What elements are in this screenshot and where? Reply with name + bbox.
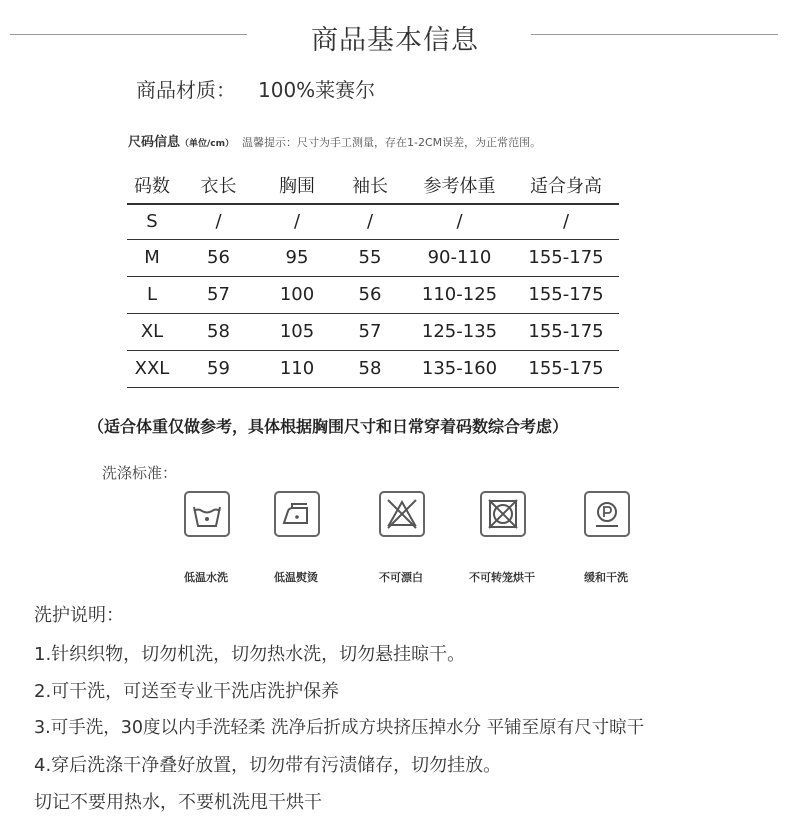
table-cell: 58 [177, 313, 260, 350]
header-divider-right [531, 34, 778, 35]
table-cell: 56 [177, 239, 260, 276]
no-tumble-dry-icon [480, 491, 526, 537]
table-cell: 55 [334, 239, 406, 276]
wash-standard-title: 洗涤标准： [102, 464, 178, 482]
no-bleach-icon [379, 491, 425, 537]
column-header-size: 码数 [127, 167, 177, 204]
care-label: 低温水洗 [184, 571, 228, 584]
table-cell: 95 [260, 239, 334, 276]
table-row [127, 313, 619, 350]
care-label: 低温熨烫 [274, 571, 318, 584]
table-cell: 155-175 [513, 313, 619, 350]
table-cell: 57 [334, 313, 406, 350]
table-cell: 155-175 [513, 276, 619, 313]
material-info [136, 74, 375, 103]
table-cell: / [177, 204, 260, 239]
table-cell: 57 [177, 276, 260, 313]
material-label: 商品材质： [136, 78, 236, 102]
table-cell: XL [127, 313, 177, 350]
care-instruction-line: 4.穿后洗涤干净叠好放置，切勿带有污渍储存，切勿挂放。 [34, 755, 502, 776]
table-cell: 110-125 [406, 276, 513, 313]
table-cell: 56 [334, 276, 406, 313]
care-symbols [0, 491, 790, 591]
material-value: 100%莱赛尔 [258, 78, 376, 102]
care-instruction-line: 切记不要用热水，不要机洗甩干烘干 [34, 792, 322, 813]
column-header-sleeve: 袖长 [334, 167, 406, 204]
size-info-unit: （单位/cm） [180, 139, 235, 149]
size-info-title: 尺码信息 [128, 135, 181, 150]
gentle-dry-clean-icon [584, 491, 630, 537]
table-row [127, 239, 619, 276]
size-table [127, 167, 619, 388]
table-cell: 105 [260, 313, 334, 350]
care-instructions-title: 洗护说明： [34, 605, 124, 626]
size-info-note [128, 131, 541, 150]
care-instruction-line: 3.可手洗，30度以内手洗轻柔 洗净后折成方块挤压掉水分 平铺至原有尺寸晾干 [34, 718, 645, 738]
care-label: 不可转笼烘干 [469, 571, 535, 584]
table-cell: / [260, 204, 334, 239]
size-info-tip: 温馨提示：尺寸为手工测量，存在1-2CM误差，为正常范围。 [242, 136, 542, 149]
table-cell: 90-110 [406, 239, 513, 276]
wash-low-temp-icon [184, 491, 230, 537]
table-cell: 125-135 [406, 313, 513, 350]
table-cell: / [334, 204, 406, 239]
care-label: 不可漂白 [379, 571, 423, 584]
table-cell: 58 [334, 350, 406, 387]
iron-low-temp-icon [274, 491, 320, 537]
table-cell: 110 [260, 350, 334, 387]
table-cell: M [127, 239, 177, 276]
table-cell: 100 [260, 276, 334, 313]
table-cell: XXL [127, 350, 177, 387]
table-cell: / [406, 204, 513, 239]
table-cell: 155-175 [513, 239, 619, 276]
table-row [127, 350, 619, 387]
care-instruction-line: 1.针织织物，切勿机洗，切勿热水洗，切勿悬挂晾干。 [34, 644, 466, 665]
table-cell: S [127, 204, 177, 239]
page-title: 商品基本信息 [311, 25, 479, 56]
column-header-weight: 参考体重 [406, 167, 513, 204]
care-label: 缓和干洗 [584, 571, 628, 584]
table-row [127, 204, 619, 239]
size-remark: （适合体重仅做参考，具体根据胸围尺寸和日常穿着码数综合考虑） [88, 417, 569, 436]
table-cell: 155-175 [513, 350, 619, 387]
table-row [127, 276, 619, 313]
table-cell: 135-160 [406, 350, 513, 387]
section-header [0, 12, 790, 58]
column-header-length: 衣长 [177, 167, 260, 204]
column-header-height: 适合身高 [513, 167, 619, 204]
size-table-header-row [127, 167, 619, 204]
care-instruction-line: 2.可干洗，可送至专业干洗店洗护保养 [34, 681, 340, 702]
column-header-chest: 胸围 [260, 167, 334, 204]
table-cell: 59 [177, 350, 260, 387]
table-cell: / [513, 204, 619, 239]
table-cell: L [127, 276, 177, 313]
